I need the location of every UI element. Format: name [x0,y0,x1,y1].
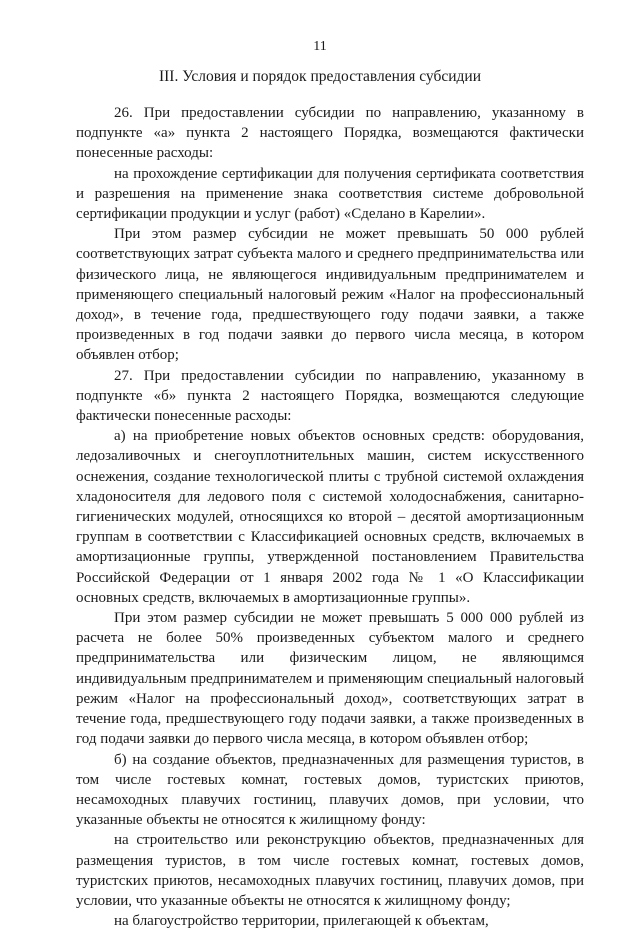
page-number: 11 [313,39,327,54]
paragraph: 27. При предоставлении субсидии по направлению, указанному в подпункте «б» пункта 2 настоящего Порядка, возмещаются следующие фактически понесенные расходы: [76,367,584,425]
paragraph: При этом размер субсидии не может превышать 5 000 000 рублей из расчета не более 50% произведенных субъектом малого и среднего предпринимательства или физическим лицом, не являющимся индивидуальным предпринимателем и применяющим специальный налоговый режим «Налог на профессиональный доход», соответствующих затрат в течение года, предшествующего году подачи заявки, а также произведенных в год подачи заявки до первого числа месяца, в котором объявлен отбор; [76,610,584,748]
paragraph: а) на приобретение новых объектов основных средств: оборудования, ледозаливочных и снегоуплотнительных машин, систем искусственного оснежения, создание технологической плиты с трубной системой охлаждения хладоносителя для ледового поля с системой холодоснабжения, санитарно-гигиенических модулей, относящихся ко второй – десятой амортизационным группам в соответствии с Классификацией основных средств, включаемых в амортизационные группы, утвержденной постановлением Правительства Российской Федерации от 1 января 2002 года № 1 «О Классификации основных средств, включаемых в амортизационные группы». [76,428,584,606]
paragraph: 26. При предоставлении субсидии по направлению, указанному в подпункте «а» пункта 2 настоящего Порядка, возмещаются фактически понесенные расходы: [76,105,584,162]
paragraph: на благоустройство территории, прилегающей к объектам, [114,913,489,930]
paragraph: на прохождение сертификации для получения сертификата соответствия и разрешения на применение знака соответствия системе добровольной сертификации продукции и услуг (работ) «Сделано в Карелии». [76,165,584,223]
section-title: III. Условия и порядок предоставления субсидии [158,68,481,85]
paragraph: на строительство или реконструкцию объектов, предназначенных для размещения туристов, в том числе гостевых комнат, гостевых домов, туристских приютов, несамоходных плавучих гостиниц, плавучих домов, при условии, что указанные объекты не относятся к жилищному фонду; [76,832,584,909]
paragraph: При этом размер субсидии не может превышать 50 000 рублей соответствующих затрат субъекта малого и среднего предпринимательства или физического лица, не являющегося индивидуальным предпринимателем и применяющего специальный налоговый режим «Налог на профессиональный доход», в течение года, предшествующего году подачи заявки, а также произведенных в год подачи заявки до первого числа месяца, в котором объявлен отбор; [76,226,584,364]
paragraph: б) на создание объектов, предназначенных для размещения туристов, в том числе гостевых комнат, гостевых домов, туристских приютов, несамоходных плавучих гостиниц, плавучих домов, при условии, что указанные объекты не относятся к жилищному фонду: [76,751,584,829]
document-body [76,103,584,931]
